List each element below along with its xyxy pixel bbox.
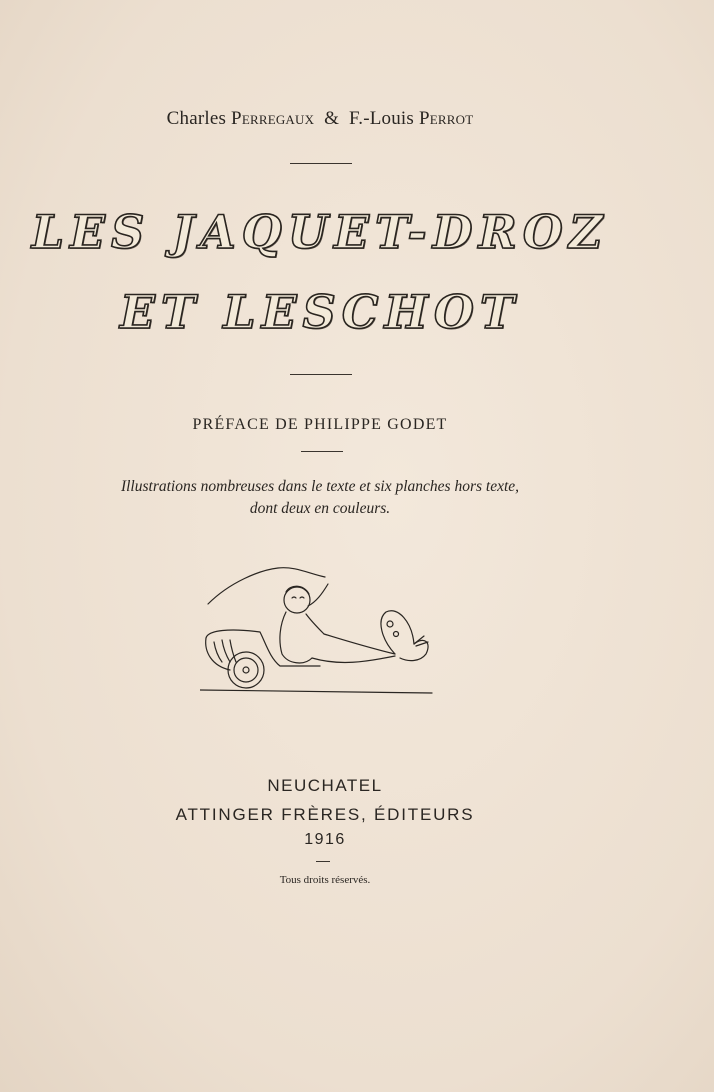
author-separator: &	[324, 108, 340, 129]
imprint-city: NEUCHATEL	[267, 776, 383, 795]
author-1-family: Perregaux	[231, 108, 315, 129]
author-2-family: Perrot	[418, 108, 474, 129]
cherub-chariot-butterfly-icon	[200, 562, 440, 702]
divider-rule-1	[290, 163, 352, 164]
divider-rule-3	[301, 451, 343, 452]
divider-rule-2	[290, 374, 352, 375]
divider-rule-4	[316, 861, 330, 862]
illustrations-note-line-1: Illustrations nombreuses dans le texte et six planches hors texte,	[120, 478, 520, 495]
preface-credit: PRÉFACE DE PHILIPPE GODET	[192, 416, 448, 433]
book-title-line-1: LES JAQUET-DROZ	[31, 205, 609, 259]
illustrations-note	[0, 476, 640, 520]
illustrations-note-line-2: dont deux en couleurs.	[249, 500, 391, 517]
authors-line	[0, 108, 640, 130]
rights-notice: Tous droits réservés.	[279, 874, 371, 886]
author-1-given: Charles	[166, 108, 227, 129]
imprint-year: 1916	[304, 831, 346, 848]
imprint-publisher: ATTINGER FRÈRES, ÉDITEURS	[175, 805, 475, 824]
author-2-given: F.-Louis	[349, 108, 415, 129]
book-title-line-2: ET LESCHOT	[119, 285, 521, 339]
